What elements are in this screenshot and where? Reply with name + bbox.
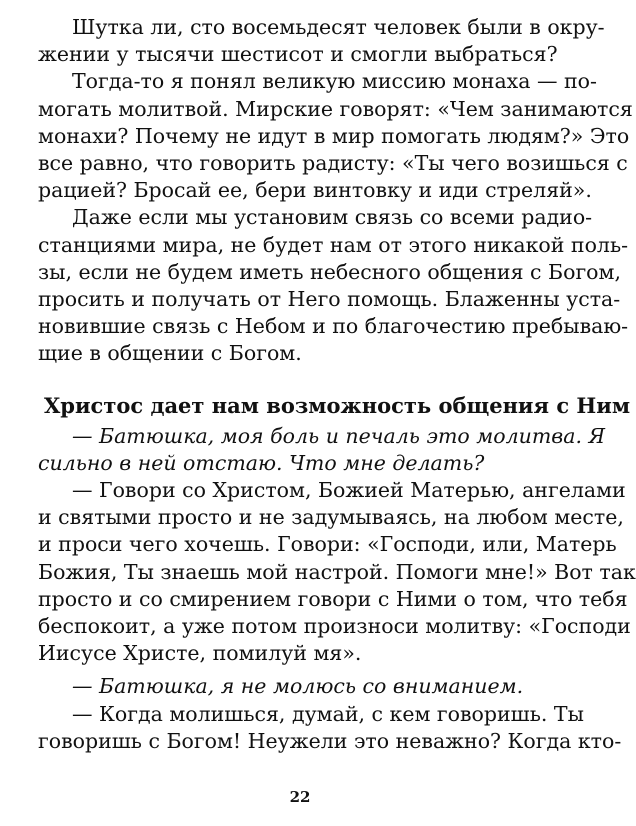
text-line: рацией? Бросай ее, бери винтовку и иди стреляй». [38, 178, 592, 203]
text-line: просто и со смирением говори с Ними о том, что тебя [38, 586, 628, 611]
text-line: говоришь с Богом! Неужели это неважно? Когда кто- [38, 728, 622, 753]
page-number: 22 [289, 788, 311, 806]
text-line: Божия, Ты знаешь мой настрой. Помоги мне!» Вот так [38, 559, 636, 584]
text-line: — Говори со Христом, Божией Матерью, ангелами [72, 478, 626, 503]
text-line: зы, если не будем иметь небесного общения с Богом, [38, 259, 621, 284]
text-line: щие в общении с Богом. [38, 341, 302, 366]
text-line: — Батюшка, моя боль и печаль это молитва. Я [72, 423, 606, 448]
text-line: Даже если мы установим связь со всеми радио- [72, 205, 593, 230]
text-line: жении у тысячи шестисот и смогли выбраться? [38, 42, 558, 67]
text-line: Тогда-то я понял великую миссию монаха — по- [72, 69, 597, 94]
paragraph [38, 68, 633, 204]
text-line: Иисусе Христе, помилуй мя». [38, 641, 362, 666]
page-text [38, 14, 636, 755]
text-line: — Когда молишься, думай, с кем говоришь. Ты [72, 701, 584, 726]
text-line: и святыми просто и не задумываясь, на любом месте, [38, 505, 624, 530]
paragraph [38, 204, 629, 367]
text-line: сильно в ней отстаю. Что мне делать? [38, 450, 485, 475]
text-line: станциями мира, не будет нам от этого никакой поль- [38, 232, 629, 257]
answer-paragraph [38, 701, 622, 755]
question-paragraph [38, 423, 606, 477]
text-line: новившие связь с Небом и по благочестию пребываю- [38, 314, 629, 339]
text-line: Шутка ли, сто восемьдесят человек были в окру- [72, 15, 605, 39]
text-line: могать молитвой. Мирские говорят: «Чем занимаются [38, 96, 633, 121]
question-paragraph [38, 673, 568, 700]
text-line: — Батюшка, я не молюсь со вниманием. [72, 674, 524, 699]
text-line: просить и получать от Него помощь. Блаженны уста- [38, 287, 621, 312]
text-line: и проси чего хочешь. Говори: «Господи, или, Матерь [38, 532, 617, 557]
answer-paragraph [38, 477, 636, 667]
paragraph [38, 14, 605, 68]
section-heading: Христос дает нам возможность общения с Ним [44, 392, 631, 418]
text-line: монахи? Почему не идут в мир помогать людям?» Это [38, 123, 630, 148]
text-line: все равно, что говорить радисту: «Ты чего возишься с [38, 151, 628, 176]
text-line: беспокоит, а уже потом произноси молитву: «Господи [38, 614, 631, 639]
